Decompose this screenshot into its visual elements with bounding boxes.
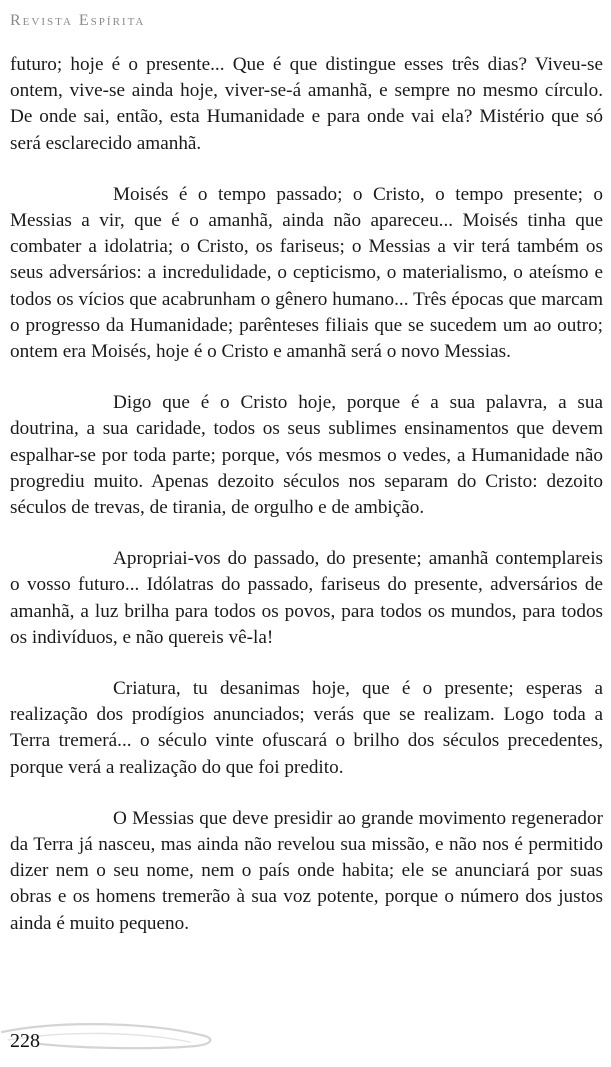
paragraph-6: O Messias que deve presidir ao grande movimento regenerador da Terra já nasceu, mas ainda não revelou sua missão, e não nos é permitido dizer nem o seu nome, nem o país onde habita; ele se anunciará por suas obras e os homens tremerão à sua voz potente, porque o número dos justos ainda é muito pequeno. — [10, 807, 603, 934]
body-text — [10, 52, 603, 962]
paragraph-4: Apropriai-vos do passado, do presente; amanhã contemplareis o vosso futuro... Idólatras do passado, fariseus do presente, adversários de amanhã, a luz brilha para todos os povos, para todos os mundos, para todos os indivíduos, e não quereis vê-la! — [10, 548, 603, 648]
paragraph-5: Criatura, tu desanimas hoje, que é o presente; esperas a realização dos prodígios anunciados; verás que se realizam. Logo toda a Terra tremerá... o século vinte ofuscará o brilho dos séculos precedentes, porque verá a realização do que foi predito. — [10, 678, 603, 778]
paragraph-1: futuro; hoje é o presente... Que é que distingue esses três dias? Viveu-se ontem, vive-se ainda hoje, viver-se-á amanhã, e sempre no mesmo círculo. De onde sai, então, esta Humanidade e para onde vai ela? Mistério que só será esclarecido amanhã. — [10, 54, 603, 154]
page-number: 228 — [10, 1030, 40, 1052]
paragraph-3: Digo que é o Cristo hoje, porque é a sua palavra, a sua doutrina, a sua caridade, todos os seus sublimes ensinamentos que devem espalhar-se por toda parte; porque, vós mesmos o vedes, a Humanidade não progrediu muito. Apenas dezoito séculos nos separam do Cristo: dezoito séculos de trevas, de tirania, de orgulho e de ambição. — [10, 392, 603, 519]
paragraph-2: Moisés é o tempo passado; o Cristo, o tempo presente; o Messias a vir, que é o amanhã, ainda não apareceu... Moisés tinha que combater a idolatria; o Cristo, os fariseus; o Messias a vir terá também os seus adversários: a incredulidade, o cepticismo, o materialismo, o ateísmo e todos os vícios que acabrunham o gênero humano... Três épocas que marcam o progresso da Humanidade; parênteses filiais que se sucedem um ao outro; ontem era Moisés, hoje é o Cristo e amanhã será o novo Messias. — [10, 183, 603, 363]
running-header: Revista Espírita — [10, 12, 146, 29]
